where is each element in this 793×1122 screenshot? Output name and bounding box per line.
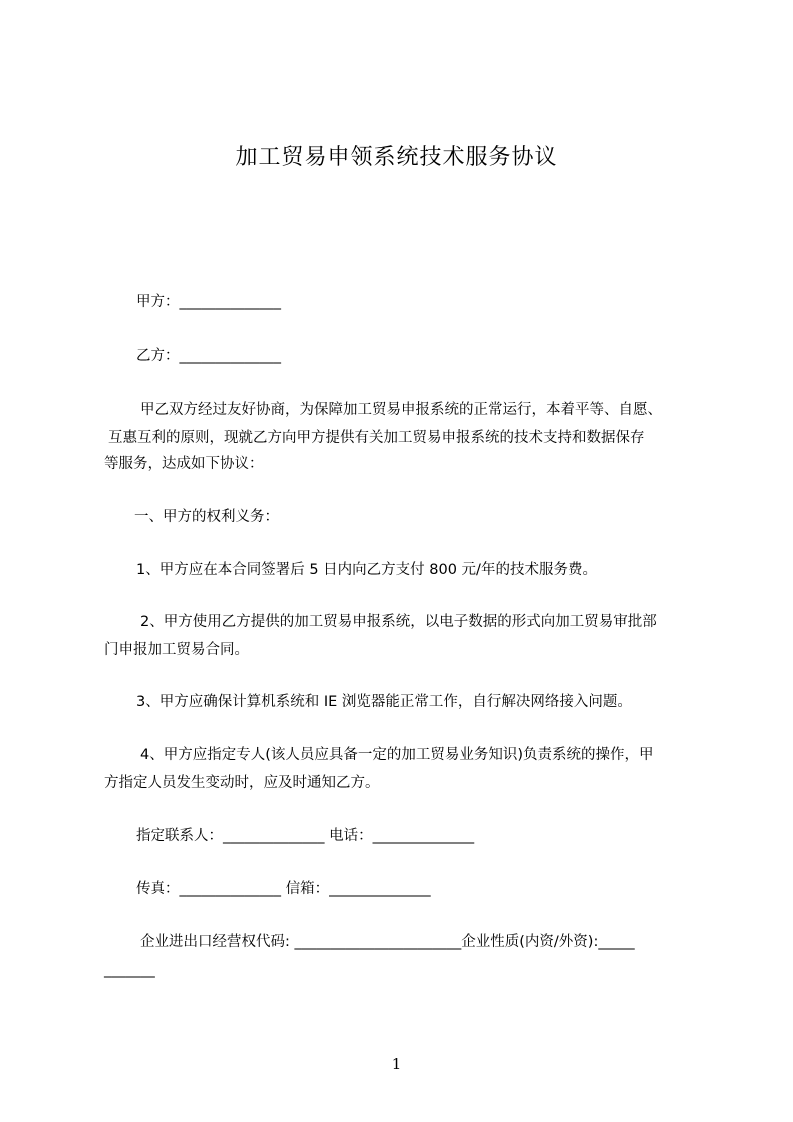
enterprise-line-1: 企业进出口经营权代码: _______________________企业性质(内资/外资):_____ <box>140 934 635 950</box>
clause-4-line-2: 方指定人员发生变动时，应及时通知乙方。 <box>104 775 380 791</box>
party-b-line: 乙方：______________ <box>136 348 281 364</box>
clause-4-line-1: 4、甲方应指定专人(该人员应具备一定的加工贸易业务知识)负责系统的操作，甲 <box>140 747 654 763</box>
clause-1: 1、甲方应在本合同签署后 5 日内向乙方支付 800 元/年的技术服务费。 <box>136 562 597 578</box>
document-title: 加工贸易申领系统技术服务协议 <box>235 145 558 170</box>
clause-2-line-1: 2、甲方使用乙方提供的加工贸易申报系统，以电子数据的形式向加工贸易审批部 <box>140 614 657 630</box>
intro-line-2: 互惠互利的原则，现就乙方向甲方提供有关加工贸易申报系统的技术支持和数据保存 <box>108 430 645 446</box>
clause-3: 3、甲方应确保计算机系统和 IE 浏览器能正常工作，自行解决网络接入问题。 <box>136 694 632 710</box>
section-heading-party-a: 一、甲方的权利义务： <box>134 509 279 525</box>
clause-2-line-2: 门申报加工贸易合同。 <box>104 642 249 658</box>
page-number: 1 <box>391 1055 402 1073</box>
enterprise-line-2: _______ <box>104 962 155 978</box>
intro-line-3: 等服务，达成如下协议： <box>104 456 264 472</box>
party-a-line: 甲方：______________ <box>136 294 281 310</box>
intro-line-1: 甲乙双方经过友好协商，为保障加工贸易申报系统的正常运行，本着平等、自愿、 <box>140 402 662 418</box>
contact-line: 指定联系人：______________ 电话：______________ <box>136 828 475 844</box>
fax-email-line: 传真：______________ 信箱：______________ <box>136 881 431 897</box>
